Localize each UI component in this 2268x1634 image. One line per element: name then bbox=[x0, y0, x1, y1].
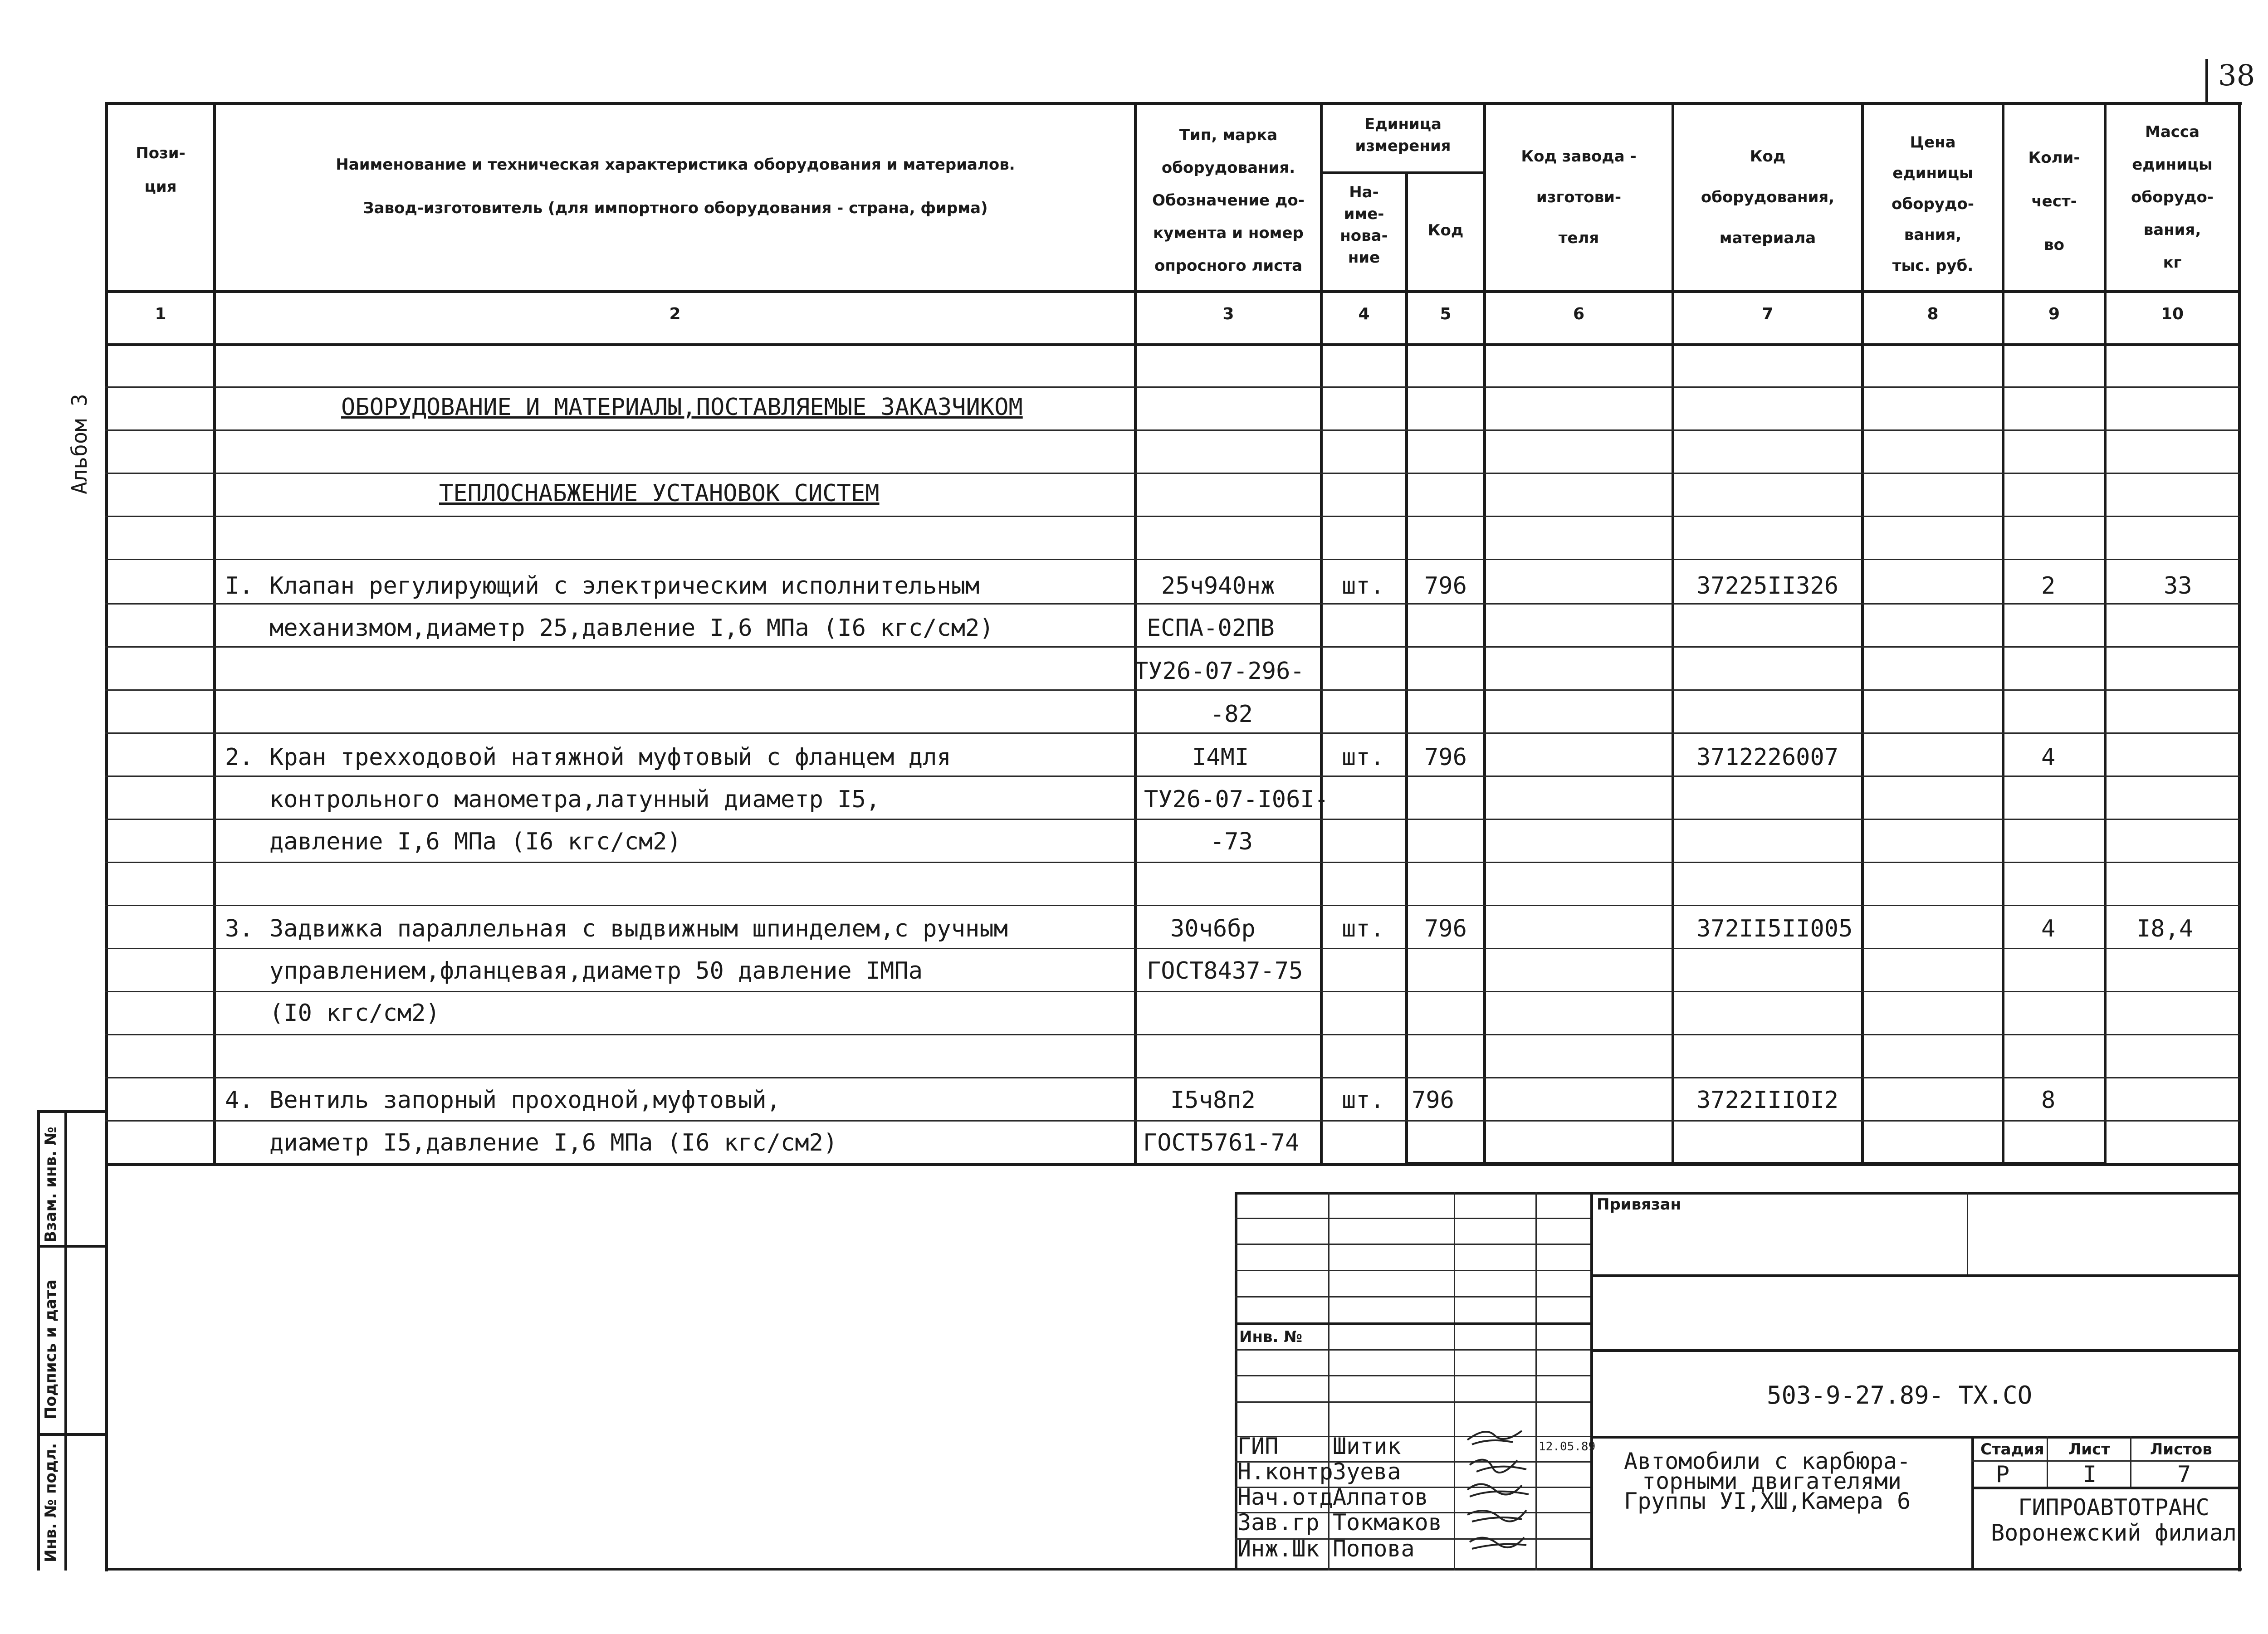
header-bottom bbox=[105, 290, 2241, 293]
tb-grid-h bbox=[1235, 1322, 1590, 1325]
item-type-line: -82 bbox=[1210, 701, 1253, 728]
tb-stage-v bbox=[2130, 1436, 2131, 1487]
item-type-line: ГОСТ5761-74 bbox=[1143, 1129, 1300, 1156]
tb-sheets-label: Листов bbox=[2150, 1440, 2212, 1458]
stamp-divider bbox=[37, 1245, 108, 1248]
tb-role: Зав.гр bbox=[1237, 1509, 1320, 1536]
tb-privyazan-split bbox=[1967, 1192, 1968, 1276]
item-unit-code: 796 bbox=[1412, 1087, 1454, 1114]
item-name-line: Вентиль запорный проходной,муфтовый, bbox=[269, 1087, 781, 1114]
tb-grid-h bbox=[1235, 1436, 1590, 1437]
row-line bbox=[105, 386, 2240, 388]
tb-doc-code: 503-9-27.89- ТХ.СО bbox=[1767, 1381, 2033, 1410]
item-name-line: механизмом,диаметр 25,давление I,6 МПа (I6 кгс/см2) bbox=[269, 615, 994, 642]
item-name-line: контрольного манометра,латунный диаметр I5, bbox=[269, 786, 880, 813]
item-type-line: 25ч940нж bbox=[1161, 572, 1275, 600]
row-line bbox=[105, 516, 2240, 517]
item-quantity: 8 bbox=[2041, 1087, 2056, 1114]
row-line bbox=[105, 1120, 2240, 1122]
item-number: 3. bbox=[225, 915, 254, 942]
tb-stage-label: Стадия bbox=[1980, 1440, 2044, 1458]
item-equipment-code: 3712226007 bbox=[1696, 744, 1839, 771]
header-text: Обозначение до- bbox=[1152, 191, 1305, 210]
row-line bbox=[105, 559, 2240, 560]
header-text: нова- bbox=[1340, 227, 1388, 245]
item-unit-code: 796 bbox=[1424, 915, 1467, 942]
tb-person: Токмаков bbox=[1333, 1509, 1442, 1536]
header-text: оборудо- bbox=[2131, 188, 2214, 206]
header-text: вания, bbox=[2143, 221, 2201, 239]
tb-stage-split bbox=[1971, 1460, 2240, 1462]
tb-role: Н.контр bbox=[1237, 1458, 1333, 1485]
header-text: оборудования. bbox=[1161, 159, 1295, 177]
column-number: 1 bbox=[155, 305, 166, 323]
tb-top bbox=[1235, 1192, 2240, 1195]
row-line bbox=[105, 862, 2240, 863]
header-text: теля bbox=[1558, 229, 1599, 247]
header-text: ция bbox=[144, 178, 177, 196]
item-unit: шт. bbox=[1342, 572, 1384, 600]
item-type-line: -73 bbox=[1210, 828, 1253, 855]
header-text: Завод-изготовитель (для импортного оборудования - страна, фирма) bbox=[363, 199, 988, 217]
row-line bbox=[105, 429, 2240, 431]
section-title-main: ОБОРУДОВАНИЕ И МАТЕРИАЛЫ,ПОСТАВЛЯЕМЫЕ ЗАКАЗЧИКОМ bbox=[341, 394, 1023, 421]
tb-grid-h bbox=[1235, 1296, 1590, 1297]
item-equipment-code: 372II5II005 bbox=[1696, 915, 1853, 942]
item-quantity: 2 bbox=[2041, 572, 2056, 600]
item-name-line: Кран трехходовой натяжной муфтовый с фланцем для bbox=[269, 744, 951, 771]
item-type-line: 30ч6бр bbox=[1170, 915, 1256, 942]
row-line bbox=[105, 776, 2240, 777]
item-number: I. bbox=[225, 572, 254, 600]
tb-stage-v bbox=[2047, 1436, 2048, 1487]
tb-grid-h bbox=[1235, 1401, 1590, 1403]
row-line bbox=[105, 646, 2240, 648]
section-title-sub: ТЕПЛОСНАБЖЕНИЕ УСТАНОВОК СИСТЕМ bbox=[439, 480, 880, 507]
header-text: Пози- bbox=[136, 144, 186, 162]
row-line bbox=[105, 689, 2240, 691]
tb-description bbox=[1624, 1448, 1911, 1514]
item-unit: шт. bbox=[1342, 915, 1384, 942]
tb-stage: Р bbox=[1996, 1461, 2010, 1488]
item-unit: шт. bbox=[1342, 1087, 1384, 1114]
tb-main-divider bbox=[1590, 1192, 1593, 1571]
header-text: кг bbox=[2163, 254, 2182, 272]
header-text: Цена bbox=[1910, 133, 1956, 151]
row-line bbox=[105, 819, 2240, 820]
stamp-podpis-data: Подпись и дата bbox=[42, 1279, 60, 1419]
tb-person: Шитик bbox=[1333, 1433, 1401, 1459]
page-bottom-border bbox=[105, 1568, 2242, 1571]
row-line bbox=[105, 473, 2240, 474]
header-text: Масса bbox=[2145, 123, 2200, 141]
item-type-line: ЕСПА-02ПВ bbox=[1147, 615, 1275, 642]
tb-stage-bottom bbox=[1971, 1487, 2240, 1489]
tb-grid-h bbox=[1235, 1244, 1590, 1245]
header-quantity bbox=[2004, 136, 2104, 267]
tb-organization bbox=[1987, 1495, 2241, 1546]
tb-sheet-label: Лист bbox=[2068, 1440, 2110, 1458]
item-name-line: давление I,6 МПа (I6 кгс/см2) bbox=[269, 828, 681, 855]
tb-grid-h bbox=[1235, 1349, 1590, 1351]
header-text: материала bbox=[1719, 229, 1816, 247]
header-text: На- bbox=[1349, 183, 1379, 201]
item-type-line: ГОСТ8437-75 bbox=[1147, 957, 1303, 985]
header-text: Тип, марка bbox=[1179, 126, 1278, 144]
col-divider-5 bbox=[1483, 102, 1486, 1165]
header-unit-code: Код bbox=[1427, 221, 1464, 239]
header-text: Наименование и техническая характеристика оборудования и материалов. bbox=[336, 156, 1015, 174]
header-text: кумента и номер bbox=[1153, 224, 1304, 242]
item-unit-code: 796 bbox=[1424, 744, 1467, 771]
tb-org-line: Воронежский филиал bbox=[1991, 1520, 2237, 1546]
tb-grid-h bbox=[1235, 1375, 1590, 1376]
stamp-vzam-inv: Взам. инв. № bbox=[42, 1127, 60, 1243]
tb-role: ГИП bbox=[1237, 1433, 1279, 1459]
header-position bbox=[108, 141, 213, 200]
item-unit-code: 796 bbox=[1424, 572, 1467, 600]
tb-inv-no: Инв. № bbox=[1239, 1328, 1303, 1346]
row-line bbox=[105, 905, 2240, 906]
header-equipment-code bbox=[1674, 136, 1861, 259]
unit-group-split bbox=[1320, 171, 1486, 174]
row-line bbox=[105, 603, 2240, 605]
item-type-line: ТУ26-07-I06I- bbox=[1144, 786, 1329, 813]
header-type bbox=[1137, 119, 1320, 282]
inner-box-top bbox=[1405, 343, 2107, 346]
tb-code-top bbox=[1590, 1349, 2240, 1352]
item-name-line: (I0 кгс/см2) bbox=[269, 1000, 440, 1027]
header-text: оборудования, bbox=[1701, 188, 1835, 206]
header-text: единицы bbox=[2132, 156, 2213, 174]
header-text: оборудо- bbox=[1892, 195, 1974, 213]
tb-person: Алпатов bbox=[1333, 1484, 1428, 1510]
tb-description-line: Группы УI,ХШ,Камера 6 bbox=[1624, 1488, 1911, 1514]
tb-privyazan: Привязан bbox=[1597, 1195, 1681, 1214]
item-quantity: 4 bbox=[2041, 915, 2056, 942]
table-body-bottom bbox=[105, 1163, 2241, 1166]
signature-scribbles bbox=[1458, 1422, 1535, 1567]
tb-description-line: торными двигателями bbox=[1642, 1468, 1901, 1494]
header-text: Код bbox=[1750, 147, 1786, 166]
tb-person: Попова bbox=[1333, 1536, 1415, 1562]
item-type-line: I5ч8п2 bbox=[1170, 1087, 1256, 1114]
header-name bbox=[217, 152, 1134, 221]
tb-sheet: I bbox=[2083, 1461, 2097, 1488]
item-mass: 33 bbox=[2164, 572, 2192, 600]
header-text: измерения bbox=[1355, 137, 1451, 155]
stamp-top bbox=[37, 1110, 108, 1113]
stamp-left-border bbox=[37, 1110, 40, 1571]
row-line bbox=[105, 948, 2240, 949]
item-equipment-code: 3722IIIOI2 bbox=[1696, 1087, 1839, 1114]
tb-person: Зуева bbox=[1333, 1458, 1401, 1485]
stamp-inner-border bbox=[64, 1110, 67, 1571]
header-text: Единица bbox=[1364, 115, 1442, 133]
row-line bbox=[105, 991, 2240, 992]
tb-description-line: Автомобили с карбюра- bbox=[1624, 1448, 1911, 1474]
header-text: ние bbox=[1348, 249, 1380, 267]
col-divider-6 bbox=[1672, 102, 1674, 1165]
header-text: во bbox=[2044, 236, 2064, 254]
item-name-line: диаметр I5,давление I,6 МПа (I6 кгс/см2) bbox=[269, 1129, 838, 1156]
tb-privyazan-bottom bbox=[1590, 1274, 2240, 1277]
tb-role: Нач.отд bbox=[1237, 1484, 1333, 1510]
header-text: тыс. руб. bbox=[1892, 257, 1974, 275]
album-label: Альбом 3 bbox=[67, 394, 92, 494]
item-name-line: управлением,фланцевая,диаметр 50 давление IМПа bbox=[269, 957, 923, 985]
header-text: Коли- bbox=[2028, 149, 2080, 167]
item-name-line: Клапан регулирующий с электрическим исполнительным bbox=[269, 572, 980, 600]
tb-grid-v bbox=[1328, 1192, 1330, 1571]
header-text: име- bbox=[1344, 205, 1384, 223]
header-mass bbox=[2107, 116, 2238, 279]
table-top-border bbox=[105, 102, 2242, 105]
header-unit-name bbox=[1323, 181, 1405, 268]
stamp-divider bbox=[37, 1433, 108, 1436]
header-text: вания, bbox=[1904, 226, 1962, 244]
header-text: единицы bbox=[1892, 164, 1973, 182]
page-number: 38 bbox=[2218, 59, 2255, 93]
header-price bbox=[1864, 127, 2002, 281]
tb-org-line: ГИПРОАВТОТРАНС bbox=[2018, 1494, 2209, 1521]
column-number: 9 bbox=[2048, 305, 2060, 323]
item-name-line: Задвижка параллельная с выдвижным шпинделем,с ручным bbox=[269, 915, 1008, 942]
item-type-line: I4MI bbox=[1192, 744, 1249, 771]
row-line bbox=[105, 1034, 2240, 1035]
item-quantity: 4 bbox=[2041, 744, 2056, 771]
row-line bbox=[105, 732, 2240, 734]
column-number: 2 bbox=[669, 305, 681, 323]
page-number-rule bbox=[2205, 59, 2208, 102]
header-text: изготови- bbox=[1536, 188, 1622, 206]
item-equipment-code: 37225II326 bbox=[1696, 572, 1839, 600]
tb-grid-h bbox=[1235, 1218, 1590, 1219]
col-divider-1 bbox=[213, 102, 216, 1165]
item-unit: шт. bbox=[1342, 744, 1384, 771]
column-number: 4 bbox=[1358, 305, 1370, 323]
header-unit-group bbox=[1323, 113, 1483, 157]
item-number: 4. bbox=[225, 1087, 254, 1114]
stamp-inv-podl: Инв. № подл. bbox=[42, 1443, 60, 1562]
column-number: 8 bbox=[1927, 305, 1939, 323]
column-number: 5 bbox=[1440, 305, 1452, 323]
item-number: 2. bbox=[225, 744, 254, 771]
tb-code-bottom bbox=[1590, 1436, 2240, 1439]
header-text: чест- bbox=[2031, 192, 2077, 210]
item-type-line: ТУ26-07-296- bbox=[1134, 658, 1305, 685]
tb-grid-v bbox=[1535, 1192, 1537, 1571]
header-text: Код завода - bbox=[1521, 147, 1637, 166]
tb-date: 12.05.89 bbox=[1539, 1440, 1596, 1454]
column-number: 7 bbox=[1762, 305, 1774, 323]
tb-grid-h bbox=[1235, 1270, 1590, 1271]
tb-grid-v bbox=[1454, 1192, 1455, 1571]
row-line bbox=[105, 1077, 2240, 1078]
tb-desc-divider bbox=[1971, 1436, 1974, 1571]
column-number: 10 bbox=[2160, 305, 2184, 323]
header-text: опросного листа bbox=[1154, 257, 1303, 275]
tb-role: Инж.Шк bbox=[1237, 1536, 1320, 1562]
column-number: 3 bbox=[1222, 305, 1234, 323]
column-number: 6 bbox=[1573, 305, 1585, 323]
header-plant-code bbox=[1486, 136, 1672, 259]
tb-sheets: 7 bbox=[2177, 1461, 2191, 1488]
item-mass: I8,4 bbox=[2136, 915, 2194, 942]
